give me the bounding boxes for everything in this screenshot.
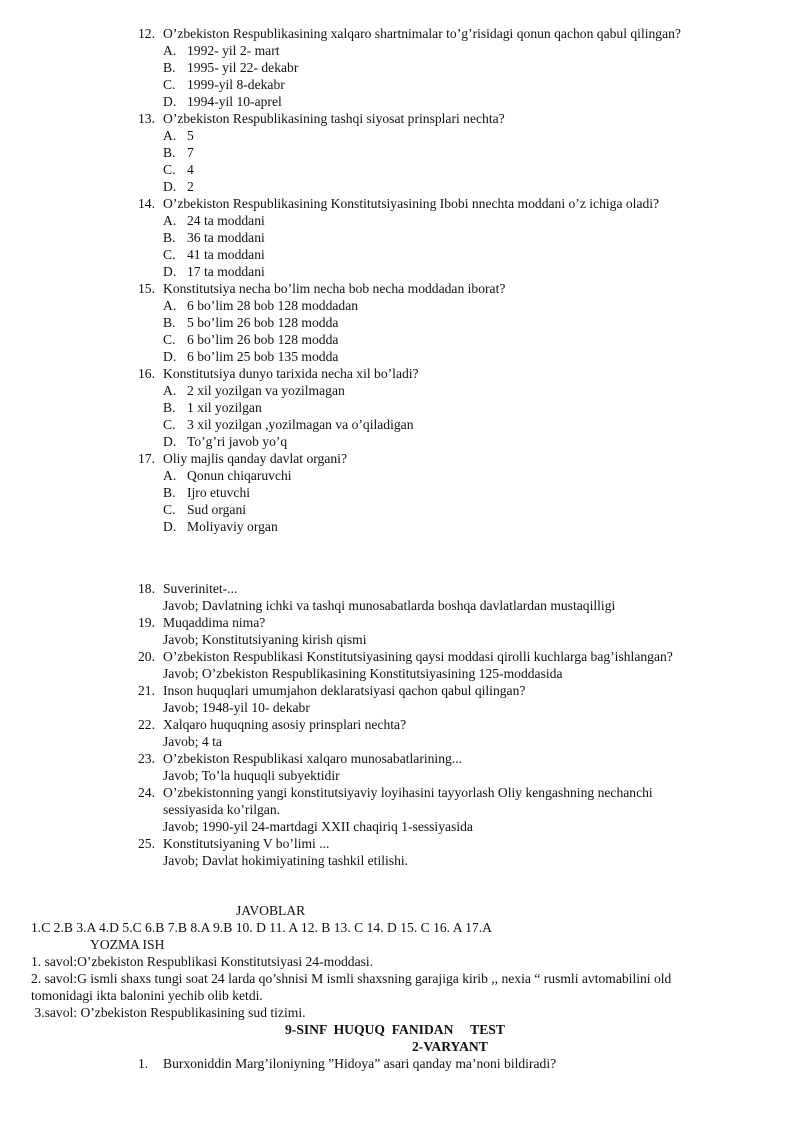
answer-text: Javob; 1990-yil 24-martdagi XXII chaqiriq 1-sessiyasida (163, 819, 473, 834)
option-letter: D. (163, 179, 177, 194)
option-letter: B. (163, 145, 176, 160)
variant-title: 2-VARYANT (412, 1039, 488, 1054)
option-text: 1995- yil 22- dekabr (187, 60, 299, 75)
test-title: 9-SINF HUQUQ FANIDAN TEST (285, 1022, 505, 1037)
written-question-3: 3.savol: O’zbekiston Respublikasining sud tizimi. (31, 1005, 306, 1020)
answers-title: JAVOBLAR (236, 903, 306, 918)
option-text: 2 (187, 179, 194, 194)
option-letter: D. (163, 349, 177, 364)
question-number: 24. (138, 785, 155, 800)
question-text: O’zbekiston Respublikasining tashqi siyosat prinsplari nechta? (163, 111, 505, 126)
option-text: 1992- yil 2- mart (187, 43, 280, 58)
question-number: 13. (138, 111, 155, 126)
question-number: 25. (138, 836, 155, 851)
question-number: 15. (138, 281, 155, 296)
question-number: 21. (138, 683, 155, 698)
option-letter: C. (163, 162, 176, 177)
answer-text: Javob; 4 ta (163, 734, 222, 749)
question-text: O’zbekiston Respublikasi Konstitutsiyasining qaysi moddasi qirolli kuchlarga bag’ishlangan? (163, 649, 673, 664)
option-text: 17 ta moddani (187, 264, 265, 279)
option-text: 6 bo’lim 26 bob 128 modda (187, 332, 339, 347)
option-letter: A. (163, 43, 177, 58)
question-text: Burxoniddin Marg’iloniyning ”Hidoya” asari qanday ma’noni bildiradi? (163, 1056, 557, 1071)
option-text: 41 ta moddani (187, 247, 265, 262)
question-number: 23. (138, 751, 155, 766)
written-question-1: 1. savol:O’zbekiston Respublikasi Konstitutsiyasi 24-moddasi. (31, 954, 374, 969)
option-letter: A. (163, 298, 177, 313)
option-letter: B. (163, 485, 176, 500)
question-text: O’zbekiston Respublikasining xalqaro shartnimalar to’g’risidagi qonun qachon qabul qilingan? (163, 26, 681, 41)
option-text: 5 (187, 128, 194, 143)
answer-text: Javob; Davlatning ichki va tashqi munosabatlarda boshqa davlatlardan mustaqilligi (163, 598, 616, 613)
answers-key-line: 1.C 2.B 3.A 4.D 5.C 6.B 7.B 8.A 9.B 10. D 11. A 12. B 13. C 14. D 15. C 16. A 17.A (31, 920, 492, 935)
option-text: 3 xil yozilgan ,yozilmagan va o’qiladigan (187, 417, 414, 432)
question-number: 20. (138, 649, 155, 664)
option-text: To’g’ri javob yo’q (187, 434, 288, 449)
option-text: 4 (187, 162, 194, 177)
answer-text: Javob; O’zbekiston Respublikasining Konstitutsiyasining 125-moddasida (163, 666, 563, 681)
option-letter: B. (163, 400, 176, 415)
option-text: Moliyaviy organ (187, 519, 278, 534)
option-letter: B. (163, 60, 176, 75)
option-letter: A. (163, 383, 177, 398)
question-number: 19. (138, 615, 155, 630)
question-text: O’zbekiston Respublikasi xalqaro munosabatlarining... (163, 751, 463, 766)
option-text: 6 bo’lim 28 bob 128 moddadan (187, 298, 359, 313)
question-number: 16. (138, 366, 155, 381)
option-text: 7 (187, 145, 194, 160)
option-text: Ijro etuvchi (187, 485, 251, 500)
question-text: O’zbekiston Respublikasining Konstitutsiyasining Ibobi nnechta moddani o’z ichiga oladi? (163, 196, 660, 211)
question-text-continued: sessiyasida ko’rilgan. (163, 802, 281, 817)
option-text: 1 xil yozilgan (187, 400, 262, 415)
question-number: 12. (138, 26, 155, 41)
option-letter: A. (163, 128, 177, 143)
option-letter: A. (163, 468, 177, 483)
option-letter: C. (163, 247, 176, 262)
option-letter: C. (163, 417, 176, 432)
question-text: Oliy majlis qanday davlat organi? (163, 451, 347, 466)
option-letter: D. (163, 519, 177, 534)
question-number: 1. (138, 1056, 149, 1071)
option-letter: D. (163, 264, 177, 279)
question-text: Konstitutsiyaning V bo’limi ... (163, 836, 330, 851)
question-text: Inson huquqlari umumjahon deklaratsiyasi qachon qabul qilingan? (163, 683, 526, 698)
question-text: Suverinitet-... (163, 581, 238, 596)
option-text: 5 bo’lim 26 bob 128 modda (187, 315, 339, 330)
option-text: Sud organi (187, 502, 247, 517)
option-letter: D. (163, 94, 177, 109)
option-text: 1994-yil 10-aprel (187, 94, 282, 109)
written-work-title: YOZMA ISH (90, 937, 165, 952)
option-text: 36 ta moddani (187, 230, 265, 245)
question-text: Konstitutsiya dunyo tarixida necha xil bo’ladi? (163, 366, 419, 381)
option-letter: C. (163, 502, 176, 517)
option-text: Qonun chiqaruvchi (187, 468, 292, 483)
question-text: Konstitutsiya necha bo’lim necha bob necha moddadan iborat? (163, 281, 506, 296)
question-number: 14. (138, 196, 155, 211)
option-letter: B. (163, 315, 176, 330)
option-letter: C. (163, 77, 176, 92)
written-question-2: 2. savol:G ismli shaxs tungi soat 24 larda qo’shnisi M ismli shaxsning garajiga kirib ,, nexia “ rusmli avtomabilini old (31, 971, 672, 986)
option-letter: B. (163, 230, 176, 245)
question-number: 17. (138, 451, 155, 466)
option-text: 24 ta moddani (187, 213, 265, 228)
question-number: 18. (138, 581, 155, 596)
question-text: Muqaddima nima? (163, 615, 266, 630)
option-text: 1999-yil 8-dekabr (187, 77, 285, 92)
written-question-2-continued: tomonidagi ikta balonini yechib olib ketdi. (31, 988, 263, 1003)
option-letter: C. (163, 332, 176, 347)
option-text: 2 xil yozilgan va yozilmagan (187, 383, 345, 398)
option-text: 6 bo’lim 25 bob 135 modda (187, 349, 339, 364)
option-letter: A. (163, 213, 177, 228)
answer-text: Javob; Davlat hokimiyatining tashkil etilishi. (163, 853, 409, 868)
question-text: Xalqaro huquqning asosiy prinsplari nechta? (163, 717, 407, 732)
question-number: 22. (138, 717, 155, 732)
option-letter: D. (163, 434, 177, 449)
answer-text: Javob; To’la huquqli subyektidir (163, 768, 340, 783)
answer-text: Javob; 1948-yil 10- dekabr (163, 700, 310, 715)
question-text: O’zbekistonning yangi konstitutsiyaviy loyihasini tayyorlash Oliy kengashning nechanchi (163, 785, 653, 800)
answer-text: Javob; Konstitutsiyaning kirish qismi (163, 632, 367, 647)
